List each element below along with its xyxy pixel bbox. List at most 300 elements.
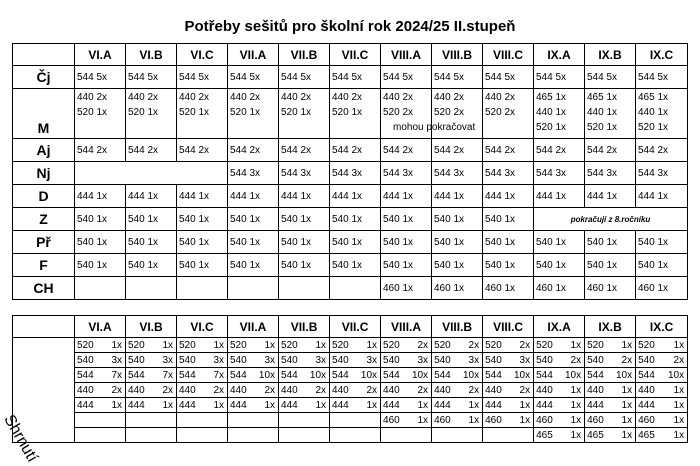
summary-row — [13, 398, 688, 413]
summary-notebook-type: 440 — [126, 383, 157, 398]
subject-row-d — [13, 185, 688, 208]
summary-notebook-type: 444 — [75, 398, 106, 413]
summary-notebook-type: 544 — [126, 368, 157, 383]
summary-quantity: 1x — [208, 398, 228, 413]
subject-label: Z — [13, 208, 75, 231]
subject-row-cj — [13, 66, 688, 89]
table-cell: 540 1x — [330, 231, 381, 254]
summary-notebook-type: 544 — [177, 368, 208, 383]
summary-notebook-type: 440 — [636, 383, 667, 398]
table-cell: 540 1x — [228, 208, 279, 231]
table-cell: 444 1x — [432, 185, 483, 208]
summary-quantity: 7x — [106, 368, 126, 383]
class-header: VIII.C — [483, 44, 534, 66]
summary-quantity — [310, 428, 330, 443]
table-cell: 460 1x — [381, 277, 432, 300]
summary-label-cell — [0, 338, 75, 466]
table-cell: 540 1x — [177, 231, 228, 254]
summary-header-row — [13, 316, 688, 338]
table-cell: 540 1x — [126, 231, 177, 254]
table-cell: 540 1x — [636, 231, 688, 254]
table-cell: 460 1x — [432, 277, 483, 300]
continue-note: pokračují z 8.ročníku — [534, 208, 688, 231]
table-cell: 540 1x — [534, 231, 585, 254]
empty-cell — [279, 277, 330, 300]
summary-notebook-type: 540 — [432, 353, 463, 368]
summary-notebook-type: 540 — [636, 353, 667, 368]
summary-quantity: 10x — [463, 368, 483, 383]
summary-quantity: 3x — [310, 353, 330, 368]
summary-quantity: 1x — [208, 338, 228, 353]
summary-table — [0, 315, 688, 466]
summary-notebook-type — [177, 413, 208, 428]
summary-row — [13, 383, 688, 398]
summary-notebook-type: 460 — [636, 413, 667, 428]
table-cell: 440 2x 520 2x — [483, 89, 534, 139]
table-cell: 540 1x — [585, 231, 636, 254]
table-cell: 444 1x — [330, 185, 381, 208]
summary-quantity: 2x — [412, 383, 432, 398]
summary-notebook-type: 440 — [585, 383, 616, 398]
subject-row-m — [13, 89, 688, 139]
table-cell: 540 1x — [585, 254, 636, 277]
table-cell: 444 1x — [177, 185, 228, 208]
class-header: VII.C — [330, 316, 381, 338]
summary-quantity: 1x — [616, 428, 636, 443]
summary-quantity: 1x — [616, 383, 636, 398]
table-cell: 544 2x — [75, 139, 126, 162]
table-cell: 540 1x — [381, 254, 432, 277]
summary-notebook-type: 444 — [585, 398, 616, 413]
summary-notebook-type: 465 — [636, 428, 667, 443]
summary-notebook-type: 544 — [330, 368, 361, 383]
summary-row — [13, 428, 688, 443]
table-cell: 440 2x 520 1x — [228, 89, 279, 139]
table-cell: 544 3x — [432, 162, 483, 185]
corner-cell — [13, 316, 75, 338]
table-cell: 540 1x — [483, 231, 534, 254]
table-cell: 540 1x — [534, 254, 585, 277]
summary-notebook-type: 544 — [279, 368, 310, 383]
summary-notebook-type: 444 — [330, 398, 361, 413]
summary-quantity: 1x — [565, 428, 585, 443]
corner-cell — [13, 44, 75, 66]
table-cell: 465 1x 440 1x 520 1x — [636, 89, 688, 139]
summary-quantity: 2x — [463, 383, 483, 398]
notebook-requirements-table — [12, 43, 688, 300]
summary-notebook-type: 460 — [432, 413, 463, 428]
summary-quantity — [310, 413, 330, 428]
table-cell: 540 1x — [75, 254, 126, 277]
summary-quantity: 10x — [514, 368, 534, 383]
class-header: VI.C — [177, 44, 228, 66]
table-cell: 540 1x — [636, 254, 688, 277]
summary-notebook-type — [381, 428, 412, 443]
summary-quantity: 2x — [259, 383, 279, 398]
table-cell: 444 1x — [381, 185, 432, 208]
summary-quantity: 2x — [565, 353, 585, 368]
table-cell: 444 1x — [483, 185, 534, 208]
table-cell: 544 5x — [75, 66, 126, 89]
table-cell: 544 3x — [381, 162, 432, 185]
table-cell: 540 1x — [381, 208, 432, 231]
table-cell: 544 3x — [279, 162, 330, 185]
summary-quantity: 1x — [412, 413, 432, 428]
table-cell: 444 1x — [585, 185, 636, 208]
summary-notebook-type: 444 — [483, 398, 514, 413]
summary-notebook-type — [126, 428, 157, 443]
summary-notebook-type: 540 — [177, 353, 208, 368]
summary-quantity: 1x — [259, 398, 279, 413]
table-cell: 544 5x — [279, 66, 330, 89]
summary-quantity — [259, 428, 279, 443]
empty-cell — [126, 277, 177, 300]
class-header: VIII.C — [483, 316, 534, 338]
table-cell: 544 3x — [534, 162, 585, 185]
summary-quantity: 1x — [361, 338, 381, 353]
summary-quantity — [361, 413, 381, 428]
subject-label: D — [13, 185, 75, 208]
table-cell: 544 3x — [330, 162, 381, 185]
table-cell: 540 1x — [177, 254, 228, 277]
table-cell: 544 2x — [432, 139, 483, 162]
class-header: VIII.B — [432, 44, 483, 66]
summary-notebook-type: 520 — [75, 338, 106, 353]
class-header: VII.A — [228, 316, 279, 338]
table-cell: 544 2x — [636, 139, 688, 162]
summary-notebook-type — [126, 413, 157, 428]
summary-notebook-type: 460 — [534, 413, 565, 428]
summary-notebook-type: 440 — [75, 383, 106, 398]
summary-quantity: 1x — [157, 398, 177, 413]
table-cell: 444 1x — [228, 185, 279, 208]
summary-notebook-type — [279, 428, 310, 443]
subject-label: Aj — [13, 139, 75, 162]
class-header: VI.A — [75, 316, 126, 338]
summary-notebook-type: 440 — [279, 383, 310, 398]
summary-notebook-type: 444 — [534, 398, 565, 413]
summary-quantity: 1x — [616, 413, 636, 428]
class-header: IX.A — [534, 316, 585, 338]
summary-notebook-type: 544 — [75, 368, 106, 383]
table-cell: 540 1x — [75, 231, 126, 254]
class-header: VI.B — [126, 44, 177, 66]
table-cell: 440 2x 520 1x — [177, 89, 228, 139]
summary-quantity — [259, 413, 279, 428]
summary-notebook-type — [279, 413, 310, 428]
summary-notebook-type: 520 — [483, 338, 514, 353]
subject-row-nj — [13, 162, 688, 185]
summary-quantity: 2x — [463, 338, 483, 353]
table-cell: 440 2x 520 1x — [330, 89, 381, 139]
table-cell: 444 1x — [279, 185, 330, 208]
summary-notebook-type: 460 — [381, 413, 412, 428]
table-cell: 540 1x — [330, 254, 381, 277]
class-header: IX.C — [636, 316, 688, 338]
summary-quantity — [514, 428, 534, 443]
class-header: VIII.B — [432, 316, 483, 338]
summary-row — [13, 368, 688, 383]
empty-cell — [330, 277, 381, 300]
table-cell: 544 3x — [483, 162, 534, 185]
summary-notebook-type: 444 — [381, 398, 412, 413]
summary-quantity: 3x — [361, 353, 381, 368]
summary-notebook-type — [177, 428, 208, 443]
summary-notebook-type — [483, 428, 514, 443]
summary-quantity: 2x — [208, 383, 228, 398]
table-cell: 440 2x 520 1x — [75, 89, 126, 139]
table-cell: 540 1x — [279, 231, 330, 254]
table-cell: 460 1x — [585, 277, 636, 300]
summary-notebook-type: 444 — [279, 398, 310, 413]
class-header: VII.A — [228, 44, 279, 66]
table-cell: 540 1x — [432, 231, 483, 254]
table-cell: 540 1x — [381, 231, 432, 254]
table-cell: 544 2x — [228, 139, 279, 162]
subject-label: M — [13, 89, 75, 139]
summary-notebook-type: 440 — [483, 383, 514, 398]
subject-row-f — [13, 254, 688, 277]
summary-notebook-type — [228, 428, 259, 443]
table-cell: 544 5x — [126, 66, 177, 89]
table-cell: 440 2x 520 1x — [279, 89, 330, 139]
summary-quantity: 3x — [106, 353, 126, 368]
class-header: VII.B — [279, 316, 330, 338]
summary-notebook-type: 440 — [534, 383, 565, 398]
summary-notebook-type: 440 — [432, 383, 463, 398]
summary-notebook-type: 465 — [585, 428, 616, 443]
summary-quantity: 1x — [616, 398, 636, 413]
summary-notebook-type: 440 — [330, 383, 361, 398]
summary-quantity: 10x — [310, 368, 330, 383]
summary-notebook-type: 520 — [585, 338, 616, 353]
table-cell: 544 5x — [228, 66, 279, 89]
table-cell: 544 5x — [381, 66, 432, 89]
subject-row-z — [13, 208, 688, 231]
summary-quantity — [157, 413, 177, 428]
summary-notebook-type: 520 — [228, 338, 259, 353]
table-cell: 440 2x 520 1x — [126, 89, 177, 139]
summary-quantity: 2x — [514, 338, 534, 353]
summary-quantity: 1x — [310, 338, 330, 353]
summary-quantity: 1x — [565, 413, 585, 428]
empty-cell — [75, 277, 126, 300]
summary-notebook-type: 540 — [381, 353, 412, 368]
table-cell: 460 1x — [636, 277, 688, 300]
table-cell: 540 1x — [228, 231, 279, 254]
summary-notebook-type — [228, 413, 259, 428]
table-cell: 465 1x 440 1x 520 1x — [585, 89, 636, 139]
table-cell: 540 1x — [279, 208, 330, 231]
table-cell: 540 1x — [483, 254, 534, 277]
summary-quantity: 10x — [259, 368, 279, 383]
summary-label: Shrnutí — [0, 412, 41, 466]
summary-notebook-type: 520 — [636, 338, 667, 353]
subject-label: F — [13, 254, 75, 277]
summary-notebook-type: 540 — [126, 353, 157, 368]
table-cell: 444 1x — [75, 185, 126, 208]
summary-notebook-type: 520 — [381, 338, 412, 353]
table-cell: 544 2x — [381, 139, 432, 162]
table-cell: 544 3x — [636, 162, 688, 185]
table-cell: 444 1x — [636, 185, 688, 208]
summary-row — [13, 353, 688, 368]
summary-quantity — [208, 413, 228, 428]
header-row — [13, 44, 688, 66]
class-header: VI.A — [75, 44, 126, 66]
summary-quantity: 1x — [106, 338, 126, 353]
summary-notebook-type: 540 — [228, 353, 259, 368]
summary-quantity: 1x — [667, 338, 688, 353]
summary-quantity: 10x — [412, 368, 432, 383]
class-header: VII.C — [330, 44, 381, 66]
summary-quantity — [106, 428, 126, 443]
summary-quantity: 1x — [310, 398, 330, 413]
summary-quantity: 3x — [208, 353, 228, 368]
table-cell: 540 1x — [483, 208, 534, 231]
summary-notebook-type: 540 — [534, 353, 565, 368]
summary-quantity: 3x — [463, 353, 483, 368]
class-header: VI.B — [126, 316, 177, 338]
summary-quantity: 7x — [208, 368, 228, 383]
summary-notebook-type: 520 — [126, 338, 157, 353]
class-header: IX.A — [534, 44, 585, 66]
summary-quantity: 2x — [412, 338, 432, 353]
class-header: VIII.A — [381, 44, 432, 66]
summary-notebook-type: 444 — [432, 398, 463, 413]
summary-notebook-type: 540 — [585, 353, 616, 368]
summary-quantity: 1x — [667, 428, 688, 443]
summary-notebook-type: 440 — [228, 383, 259, 398]
summary-notebook-type: 540 — [279, 353, 310, 368]
table-cell: 540 1x — [432, 208, 483, 231]
summary-notebook-type: 440 — [381, 383, 412, 398]
subject-row-ch — [13, 277, 688, 300]
table-cell: 540 1x — [126, 208, 177, 231]
summary-quantity: 1x — [667, 413, 688, 428]
summary-quantity: 1x — [514, 413, 534, 428]
summary-notebook-type: 544 — [432, 368, 463, 383]
summary-notebook-type: 540 — [330, 353, 361, 368]
summary-quantity: 2x — [514, 383, 534, 398]
summary-row — [13, 413, 688, 428]
class-header: VII.B — [279, 44, 330, 66]
table-cell: 544 2x — [585, 139, 636, 162]
summary-quantity — [208, 428, 228, 443]
summary-quantity: 2x — [157, 383, 177, 398]
subject-row-aj — [13, 139, 688, 162]
table-cell: 444 1x — [126, 185, 177, 208]
summary-notebook-type: 444 — [177, 398, 208, 413]
subject-row-pr — [13, 231, 688, 254]
table-cell: 544 5x — [636, 66, 688, 89]
summary-notebook-type — [330, 428, 361, 443]
table-cell: 544 5x — [483, 66, 534, 89]
summary-row — [13, 338, 688, 353]
summary-quantity: 10x — [361, 368, 381, 383]
subject-label: Př — [13, 231, 75, 254]
summary-notebook-type — [330, 413, 361, 428]
empty-cell — [75, 162, 228, 185]
table-cell: 540 1x — [279, 254, 330, 277]
summary-quantity: 10x — [565, 368, 585, 383]
summary-notebook-type: 520 — [432, 338, 463, 353]
summary-quantity: 1x — [463, 413, 483, 428]
summary-quantity: 2x — [667, 353, 688, 368]
summary-quantity: 2x — [616, 353, 636, 368]
summary-quantity: 1x — [412, 398, 432, 413]
summary-notebook-type: 520 — [177, 338, 208, 353]
summary-quantity: 1x — [259, 338, 279, 353]
summary-notebook-type: 444 — [126, 398, 157, 413]
subject-label: Nj — [13, 162, 75, 185]
summary-quantity — [106, 413, 126, 428]
summary-notebook-type: 520 — [330, 338, 361, 353]
table-cell: 444 1x — [534, 185, 585, 208]
summary-quantity: 1x — [667, 398, 688, 413]
table-cell: 544 2x — [483, 139, 534, 162]
summary-quantity: 2x — [361, 383, 381, 398]
table-cell: 540 1x — [330, 208, 381, 231]
summary-notebook-type: 520 — [279, 338, 310, 353]
summary-quantity: 3x — [259, 353, 279, 368]
table-cell: 544 2x — [330, 139, 381, 162]
summary-quantity: 10x — [667, 368, 688, 383]
summary-quantity: 1x — [616, 338, 636, 353]
summary-quantity: 3x — [157, 353, 177, 368]
table-cell: 544 5x — [177, 66, 228, 89]
summary-notebook-type: 460 — [483, 413, 514, 428]
summary-notebook-type: 544 — [636, 368, 667, 383]
subject-label: Čj — [13, 66, 75, 89]
table-cell: 540 1x — [177, 208, 228, 231]
table-cell: 544 2x — [126, 139, 177, 162]
summary-quantity: 1x — [565, 398, 585, 413]
table-cell: 544 5x — [534, 66, 585, 89]
table-cell: 540 1x — [432, 254, 483, 277]
summary-notebook-type: 440 — [177, 383, 208, 398]
summary-quantity: 1x — [106, 398, 126, 413]
summary-quantity — [361, 428, 381, 443]
summary-quantity: 1x — [463, 398, 483, 413]
table-cell: 544 2x — [279, 139, 330, 162]
table-cell: 544 2x — [534, 139, 585, 162]
summary-notebook-type — [75, 413, 106, 428]
summary-notebook-type: 540 — [483, 353, 514, 368]
summary-quantity: 2x — [106, 383, 126, 398]
subject-label: CH — [13, 277, 75, 300]
summary-notebook-type: 540 — [75, 353, 106, 368]
table-cell: 540 1x — [228, 254, 279, 277]
summary-notebook-type: 460 — [585, 413, 616, 428]
class-header: VIII.A — [381, 316, 432, 338]
table-cell: 465 1x 440 1x 520 1x — [534, 89, 585, 139]
summary-quantity: 1x — [157, 338, 177, 353]
summary-quantity: 1x — [514, 398, 534, 413]
summary-quantity: 1x — [667, 383, 688, 398]
table-cell: 460 1x — [483, 277, 534, 300]
table-cell: 440 2x 520 2x mohou pokračovat — [381, 89, 432, 139]
summary-notebook-type: 544 — [585, 368, 616, 383]
summary-quantity — [412, 428, 432, 443]
table-cell: 460 1x — [534, 277, 585, 300]
table-cell: 544 2x — [177, 139, 228, 162]
table-cell: 540 1x — [126, 254, 177, 277]
class-header: IX.B — [585, 44, 636, 66]
summary-notebook-type: 444 — [636, 398, 667, 413]
table-cell: 544 3x — [228, 162, 279, 185]
table-cell: 544 5x — [330, 66, 381, 89]
